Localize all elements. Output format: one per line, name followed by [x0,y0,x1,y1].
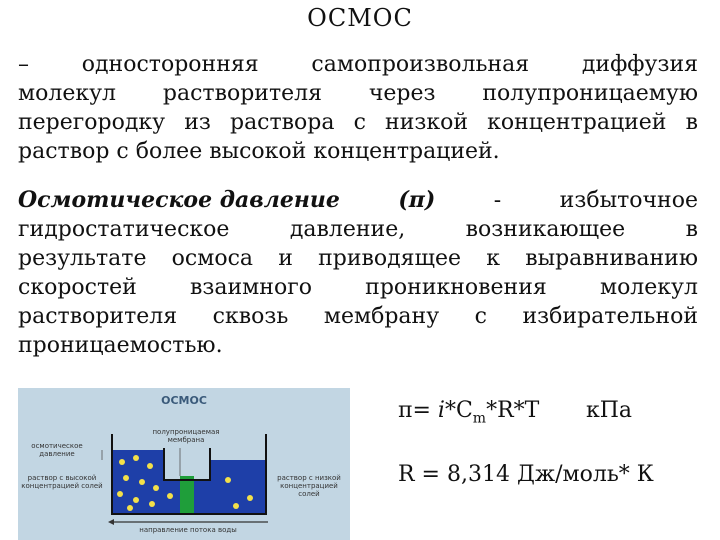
pressure-term: Осмотическое давление [18,187,340,213]
word: гидростатическое [18,217,230,242]
word: диффузия [581,52,698,77]
gas-constant: R = 8,314 Дж/моль* К [398,462,654,487]
formula-suffix: *R*T [486,398,540,423]
word: возникающее [465,217,626,242]
formula-i: i [437,398,445,423]
osmosis-diagram [18,388,350,540]
word: в [685,110,698,135]
solute-particle [149,501,155,507]
pressure-line: проницаемостью. [18,333,223,358]
solute-particle [153,485,159,491]
word: молекул [599,275,698,300]
word: скоростей [18,275,137,300]
word: давление, [289,217,406,242]
solute-particle [123,475,129,481]
label-low-concentration: раствор с низкой концентрацией солей [277,474,341,498]
solute-particle [133,497,139,503]
word: растворителя [162,81,322,106]
osmotic-pressure-definition [18,186,698,360]
page-title: ОСМОС [307,4,413,32]
word: – [18,52,29,77]
solute-particle [133,455,139,461]
solute-particle [147,463,153,469]
word: результате [18,246,147,271]
pressure-line [18,244,698,273]
word: растворителя [18,304,178,329]
word: проникновения [365,275,547,300]
figure-title: ОСМОС [161,394,207,407]
word: сквозь [212,304,289,329]
osmosis-figure [18,388,350,540]
word: с [353,110,366,135]
definition-line [18,50,698,79]
word: перегородку [18,110,166,135]
label-high-concentration: раствор с высокой концентрацией солей [21,474,103,490]
pressure-first-word: избыточное [559,188,698,213]
label-membrane: полупроницаемая мембрана [152,428,220,444]
solute-particle [117,491,123,497]
word: молекул [18,81,117,106]
word: самопроизвольная [311,52,530,77]
definition-line [18,79,698,108]
pressure-symbol: (π) [398,187,436,213]
pressure-line [18,215,698,244]
word: из [184,110,211,135]
definition-line [18,108,698,137]
flow-arrow-head [108,519,114,525]
word: с [474,304,487,329]
word: взаимного [190,275,312,300]
solute-particle [139,479,145,485]
word: и [278,246,293,271]
label-flow-direction: направление потока воды [139,526,237,534]
solute-particle [233,503,239,509]
solute-particle [167,493,173,499]
word: односторонняя [81,52,259,77]
word: осмоса [171,246,254,271]
word: в [685,217,698,242]
word: раствора [229,110,335,135]
word: мембрану [323,304,440,329]
membrane [180,476,194,514]
formula-sub: m [472,410,487,427]
solute-particle [247,495,253,501]
word: низкой [385,110,469,135]
pressure-line [18,302,698,331]
word: избирательной [522,304,698,329]
pressure-unit: кПа [586,398,633,423]
solute-particle [119,459,125,465]
solute-particle [225,477,231,483]
word: полупроницаемую [482,81,698,106]
formula-prefix: π= [398,398,438,423]
word: приводящее [318,246,462,271]
pressure-line [18,273,698,302]
word: выравниванию [525,246,698,271]
tank-divider [164,448,210,480]
osmotic-pressure-formula [398,398,539,426]
word: к [486,246,500,271]
word: концентрацией [487,110,667,135]
right-water-channel [194,480,210,514]
pressure-first-line [18,186,698,215]
pressure-dash: - [493,188,502,213]
formula-mid: *C [444,398,473,423]
definition-line: раствор с более высокой концентрацией. [18,139,500,164]
label-osmotic-pressure: осмотическое давление [31,442,83,458]
osmosis-definition [18,50,698,166]
solute-particle [127,505,133,511]
word: через [368,81,436,106]
